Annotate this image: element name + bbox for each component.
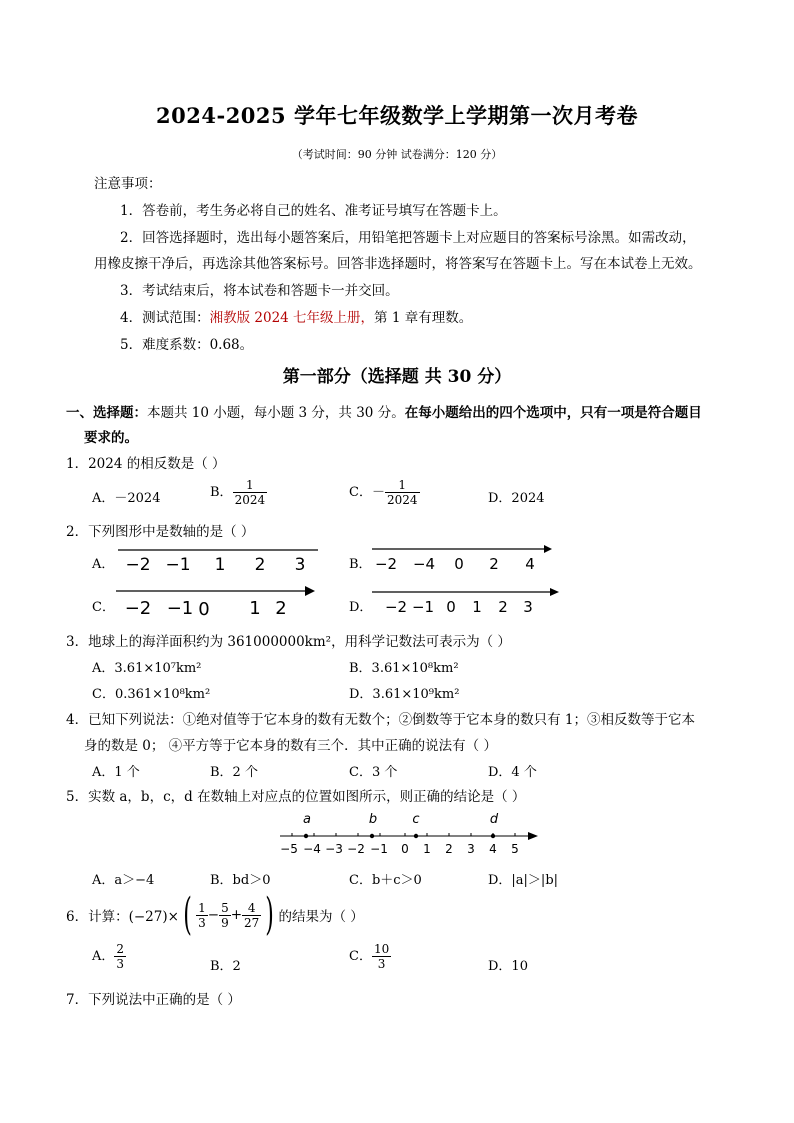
q6-option-c-fraction [372,942,391,971]
tick-label: −2 [125,555,151,575]
q4-option-b: B．2 个 [210,765,258,780]
open-paren: ( [183,889,192,940]
tick-label: 1 [423,842,431,856]
tick-label: −2 [374,555,398,573]
section-intro [66,401,702,421]
notice-item-4-prefix: 4．测试范围： [120,310,210,326]
q2-option-a-figure [112,543,322,577]
section-intro-rule: 在每小题给出的四个选项中，只有一项是符合题目 [404,405,702,421]
q2-option-d-figure [368,583,568,617]
point-label-b: b [368,812,378,827]
fraction-denominator: 27 [244,915,260,930]
notice-item-4 [120,306,472,326]
point-c [414,834,418,838]
q5-option-d: D．|a|＞|b| [488,873,559,888]
tick-label: 4 [525,555,535,573]
notice-item-4-chapter: 第 1 章有理数。 [374,310,473,326]
q6-option-a-fraction [114,942,126,971]
tick-label: −4 [303,842,321,856]
tick-label: 0 [401,842,409,856]
q6-stem-prefix: 6．计算：(−27)× [66,909,179,925]
fraction-denominator: 2024 [386,493,418,507]
fraction-numerator: 2 [116,942,125,956]
notice-item-5: 5．难度系数：0.68。 [120,337,254,353]
q1-option-c-fraction [385,478,420,507]
tick-label: 3 [294,555,306,575]
tick-label: 1 [472,598,482,616]
fraction-numerator: 5 [221,900,229,915]
point-label-c: c [412,812,420,827]
q3-option-c: C．0.361×10⁸km² [92,687,211,702]
q3-option-b: B．3.61×10⁸km² [349,661,459,676]
tick-label: −2 [347,842,365,856]
tick-label: −2 [384,598,408,616]
point-label-d: d [489,812,499,827]
q1-option-b-label: B． [210,485,233,500]
q6-stem [66,889,364,940]
q4-option-c: C．3 个 [349,765,398,780]
tick-label: 4 [489,842,497,856]
q7-stem: 7．下列说法中正确的是（ ） [66,992,241,1008]
q1-option-a: A．－2024 [92,491,161,506]
section-intro-label: 一、选择题： [66,405,147,421]
q3-stem: 3．地球上的海洋面积约为 361000000km²，用科学记数法可表示为（ ） [66,634,511,650]
tick-label: 2 [489,555,499,573]
fraction-numerator: 10 [373,942,390,956]
tick-label: 0 [198,599,210,620]
point-a [304,834,308,838]
plus-sign: + [230,907,243,923]
q2-option-b-label: B． [349,557,372,572]
tick-label: 1 [249,598,261,619]
section-intro-rule-cont: 要求的。 [84,430,138,446]
tick-label: 0 [454,555,464,573]
q6-option-c [349,942,391,971]
notice-item-2-cont: 用橡皮擦干净后，再选涂其他答案标号。回答非选择题时，将答案写在答题卡上。写在本试卷上无效。 [94,256,702,272]
q1-option-b-fraction [233,478,268,507]
q1-stem: 1．2024 的相反数是（ ） [66,456,226,472]
notice-item-4-scope: 湘教版 2024 七年级上册， [209,310,375,326]
q4-option-a: A．1 个 [92,765,140,780]
q2-option-c-label: C． [92,600,115,615]
q4-stem-line2: 身的数是 0； ④平方等于它本身的数有三个．其中正确的说法有（ ） [84,738,497,754]
tick-label: 0 [446,598,456,616]
tick-label: 2 [254,555,266,575]
q4-option-d: D．4 个 [488,765,537,780]
fraction-numerator: 1 [246,478,254,492]
q6-option-a [92,942,126,971]
section-title: 第一部分（选择题 共 30 分） [282,367,512,387]
notice-heading: 注意事项： [94,176,162,192]
notice-item-3: 3．考试结束后，将本试卷和答题卡一并交回。 [120,283,399,299]
exam-info: （考试时间：90 分钟 试卷满分：120 分） [291,148,503,161]
notice-item-1: 1．答卷前，考生务必将自己的姓名、准考证号填写在答题卡上。 [120,203,507,219]
q1-option-d: D．2024 [488,491,545,506]
q5-option-c: C．b＋c＞0 [349,873,422,888]
q5-option-a: A．a＞−4 [92,873,155,888]
tick-label: −1 [370,842,388,856]
q2-stem: 2．下列图形中是数轴的是（ ） [66,524,255,540]
tick-label: 2 [275,598,287,619]
q1-option-b [210,478,267,507]
point-d [491,834,495,838]
q2-option-b-figure [368,541,558,575]
q5-option-b: B．bd＞0 [210,873,271,888]
tick-label: −1 [411,598,435,616]
fraction-denominator: 2024 [234,493,266,507]
fraction-denominator: 3 [372,956,391,971]
point-b [370,834,374,838]
page-title: 2024-2025 学年七年级数学上学期第一次月考卷 [156,103,638,128]
minus-sign: − [207,907,220,923]
q3-option-d: D．3.61×10⁹km² [349,687,460,702]
q5-number-line [276,808,546,858]
close-paren: ) [265,889,275,940]
q6-fraction-3 [242,901,261,930]
fraction-denominator: 3 [198,915,206,930]
q6-option-c-label: C． [349,949,372,964]
fraction-numerator: 4 [247,900,256,915]
notice-item-2: 2．回答选择题时，选出每小题答案后，用铅笔把答题卡上对应题目的答案标号涂黑。如需改动， [120,230,696,246]
tick-label: 2 [498,598,508,616]
tick-label: 1 [214,555,226,575]
q2-option-c-figure [112,580,327,620]
q6-option-a-label: A． [92,949,115,964]
fraction-denominator: 3 [116,957,125,971]
q6-option-d: D．10 [488,959,528,974]
q5-stem: 5．实数 a，b，c，d 在数轴上对应点的位置如图所示，则正确的结论是（ ） [66,789,526,805]
tick-label: −4 [412,555,436,573]
fraction-numerator: 1 [198,900,206,915]
tick-label: 5 [511,842,519,856]
q6-option-b: B．2 [210,959,241,974]
tick-label: 3 [467,842,475,856]
fraction-denominator: 9 [221,915,229,930]
tick-label: −2 [124,598,152,619]
tick-label: −1 [166,598,194,619]
q4-stem-line1: 4．已知下列说法：①绝对值等于它本身的数有无数个；②倒数等于它本身的数只有 1；③相反数等于它本 [66,712,695,728]
q1-option-c-label: C．－ [349,485,385,500]
q2-option-a-label: A． [92,557,115,572]
fraction-numerator: 1 [398,478,407,492]
q6-fraction-2 [219,901,231,930]
q6-fraction-1 [196,901,208,930]
tick-label: 2 [445,842,453,856]
q3-option-a: A．3.61×10⁷km² [92,661,202,676]
tick-label: −3 [325,842,343,856]
tick-label: −1 [165,555,191,575]
point-label-a: a [303,812,311,827]
section-intro-text: 本题共 10 小题，每小题 3 分，共 30 分。 [147,405,405,421]
q6-stem-suffix: 的结果为（ ） [278,909,364,925]
tick-label: −5 [280,842,298,856]
tick-label: 3 [523,598,533,616]
q2-option-d-label: D． [349,600,373,615]
q1-option-c [349,478,420,507]
